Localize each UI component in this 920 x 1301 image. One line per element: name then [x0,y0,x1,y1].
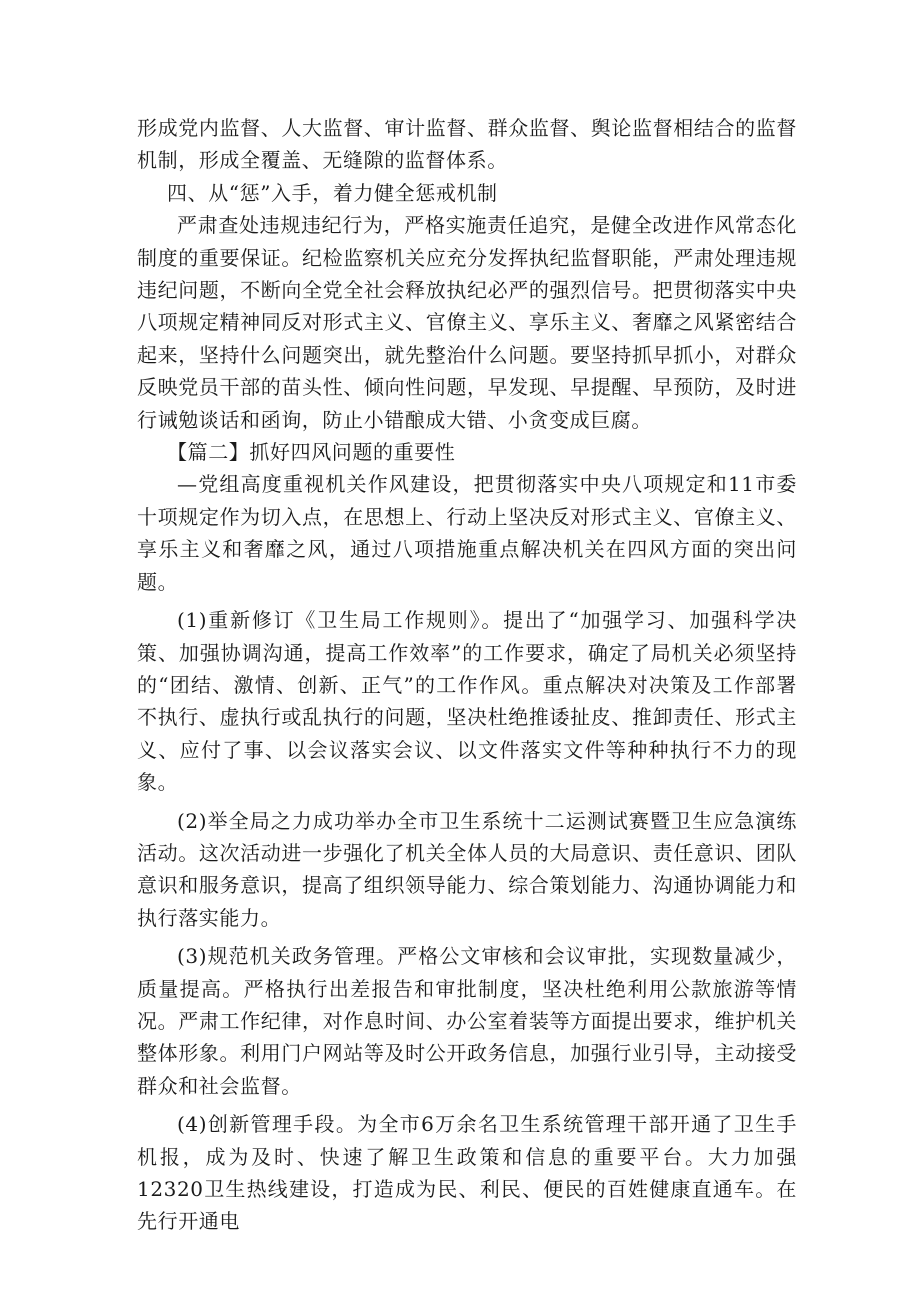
item-1: (1)重新修订《卫生局工作规则》。提出了“加强学习、加强科学决策、加强协调沟通，提高工作效率”的工作要求，确定了局机关必须坚持的“团结、激情、创新、正气”的工作作风。重点解决对决策及工作部署不执行、虚执行或乱执行的问题，坚决杜绝推诿扯皮、推卸责任、形式主义、应付了事、以会议落实会议、以文件落实文件等种种执行不力的现象。 [137,608,797,795]
document-body [137,112,797,1238]
paragraph-punishment: 严肃查处违规违纪行为，严格实施责任追究，是健全改进作风常态化制度的重要保证。纪检监察机关应充分发挥执纪监督职能，严肃处理违规违纪问题，不断向全党全社会释放执纪必严的强烈信号。把贯彻落实中央八项规定精神同反对形式主义、官僚主义、享乐主义、奢靡之风紧密结合起来，坚持什么问题突出，就先整治什么问题。要坚持抓早抓小，对群众反映党员干部的苗头性、倾向性问题，早发现、早提醒、早预防，及时进行诫勉谈话和函询，防止小错酿成大错、小贪变成巨腐。 [137,213,797,432]
item-2: (2)举全局之力成功举办全市卫生系统十二运测试赛暨卫生应急演练活动。这次活动进一步强化了机关全体人员的大局意识、责任意识、团队意识和服务意识，提高了组织领导能力、综合策划能力、沟通协调能力和执行落实能力。 [137,808,797,930]
item-4: (4)创新管理手段。为全市6万余名卫生系统管理干部开通了卫生手机报，成为及时、快速了解卫生政策和信息的重要平台。大力加强12320卫生热线建设，打造成为民、利民、便民的百姓健康直通车。在先行开通电 [137,1112,797,1234]
paragraph-intro: —党组高度重视机关作风建设，把贯彻落实中央八项规定和11市委十项规定作为切入点，在思想上、行动上坚决反对形式主义、官僚主义、享乐主义和奢靡之风，通过八项措施重点解决机关在四风方面的突出问题。 [137,472,797,594]
paragraph-continuation: 形成党内监督、人大监督、审计监督、群众监督、舆论监督相结合的监督机制，形成全覆盖、无缝隙的监督体系。 [137,116,797,173]
section-heading-four: 四、从“惩”入手，着力健全惩戒机制 [167,180,498,205]
chapter-heading-two: 【篇二】抓好四风问题的重要性 [167,440,456,465]
item-3: (3)规范机关政务管理。严格公文审核和会议审批，实现数量减少，质量提高。严格执行出差报告和审批制度，坚决杜绝利用公款旅游等情况。严肃工作纪律，对作息时间、办公室着装等方面提出要求，维护机关整体形象。利用门户网站等及时公开政务信息，加强行业引导，主动接受群众和社会监督。 [137,944,797,1098]
